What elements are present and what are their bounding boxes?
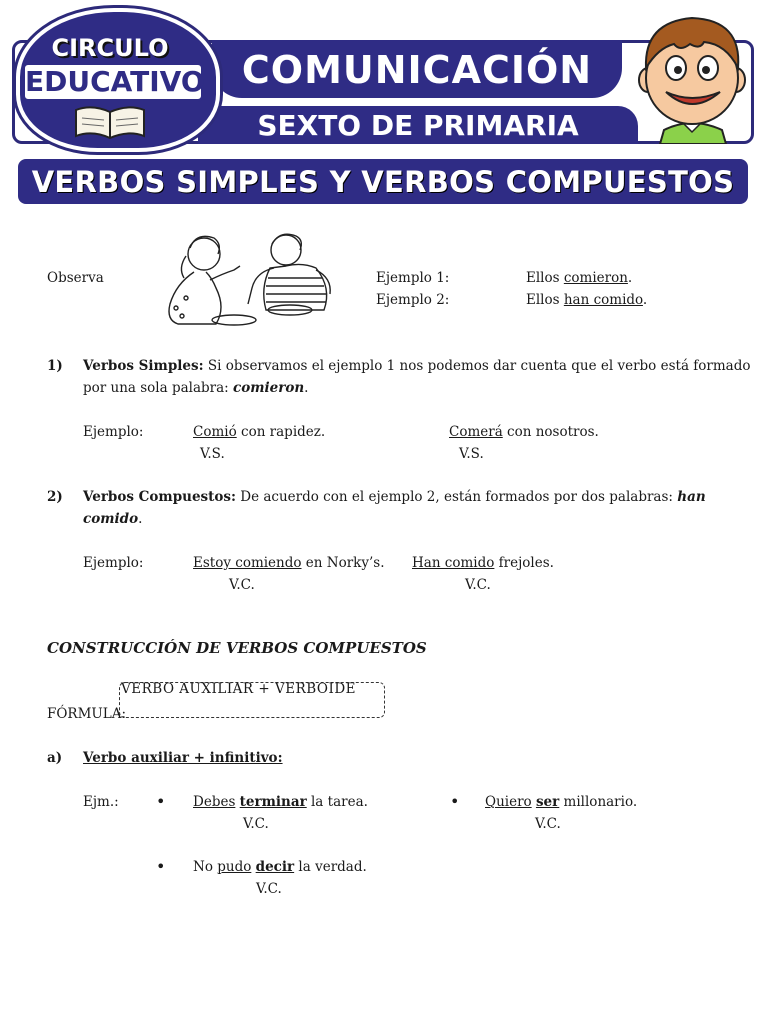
bullet: •: [450, 792, 460, 811]
list-item-tag: V.C.: [535, 816, 561, 832]
ejm-label: Ejm.:: [83, 794, 119, 810]
example-2-label: Ejemplo 2:: [376, 292, 450, 308]
formula-text: VERBO AUXILIAR + VERBOIDE: [121, 681, 356, 697]
section-1-text-line-1: Verbos Simples: Si observamos el ejemplo 1 nos podemos dar cuenta que el verbo está formado: [83, 358, 751, 374]
section-2-number: 2): [47, 489, 63, 505]
logo-bottom-text: EDUCATIVO: [22, 62, 204, 102]
book-icon: [72, 104, 148, 140]
list-item: No pudo decir la verdad.: [193, 859, 367, 875]
construction-heading: CONSTRUCCIÓN DE VERBOS COMPUESTOS: [47, 639, 427, 657]
example-1-sentence: Ellos comieron.: [526, 270, 633, 286]
list-item: Quiero ser millonario.: [485, 794, 638, 810]
section-a-letter: a): [47, 750, 63, 766]
section-2-example-2-tag: V.C.: [465, 577, 491, 593]
logo-top-text: CIRCULO: [51, 34, 169, 62]
list-item-tag: V.C.: [243, 816, 269, 832]
section-2-example-1: Estoy comiendo en Norky’s.: [193, 555, 385, 571]
list-item: Debes terminar la tarea.: [193, 794, 368, 810]
children-eating-illustration: [156, 228, 334, 328]
section-1-number: 1): [47, 358, 63, 374]
section-2-text-line-1: Verbos Compuestos: De acuerdo con el ejemplo 2, están formados por dos palabras: han: [83, 489, 706, 505]
bullet: •: [156, 792, 166, 811]
formula-label: FÓRMULA:: [47, 706, 127, 722]
section-1-example-label: Ejemplo:: [83, 424, 144, 440]
section-1-example-2-tag: V.S.: [459, 446, 484, 462]
section-1-example-2: Comerá con nosotros.: [449, 424, 599, 440]
header-title: COMUNICACIÓN: [212, 40, 622, 98]
list-item-tag: V.C.: [256, 881, 282, 897]
example-1-label: Ejemplo 1:: [376, 270, 450, 286]
section-1-example-1-tag: V.S.: [200, 446, 225, 462]
section-2-example-1-tag: V.C.: [229, 577, 255, 593]
section-2-example-2: Han comido frejoles.: [412, 555, 554, 571]
section-2-example-label: Ejemplo:: [83, 555, 144, 571]
section-a-heading: Verbo auxiliar + infinitivo:: [83, 750, 283, 766]
example-2-sentence: Ellos han comido.: [526, 292, 648, 308]
observa-label: Observa: [47, 270, 104, 286]
page-title: VERBOS SIMPLES Y VERBOS COMPUESTOS: [18, 159, 748, 204]
section-1-example-1: Comió con rapidez.: [193, 424, 326, 440]
section-2-text-line-2: comido.: [83, 511, 143, 527]
section-1-text-line-2: por una sola palabra: comieron.: [83, 380, 309, 396]
header-grade: SEXTO DE PRIMARIA: [198, 106, 638, 144]
bullet: •: [156, 857, 166, 876]
boy-mascot-icon: [634, 8, 750, 144]
